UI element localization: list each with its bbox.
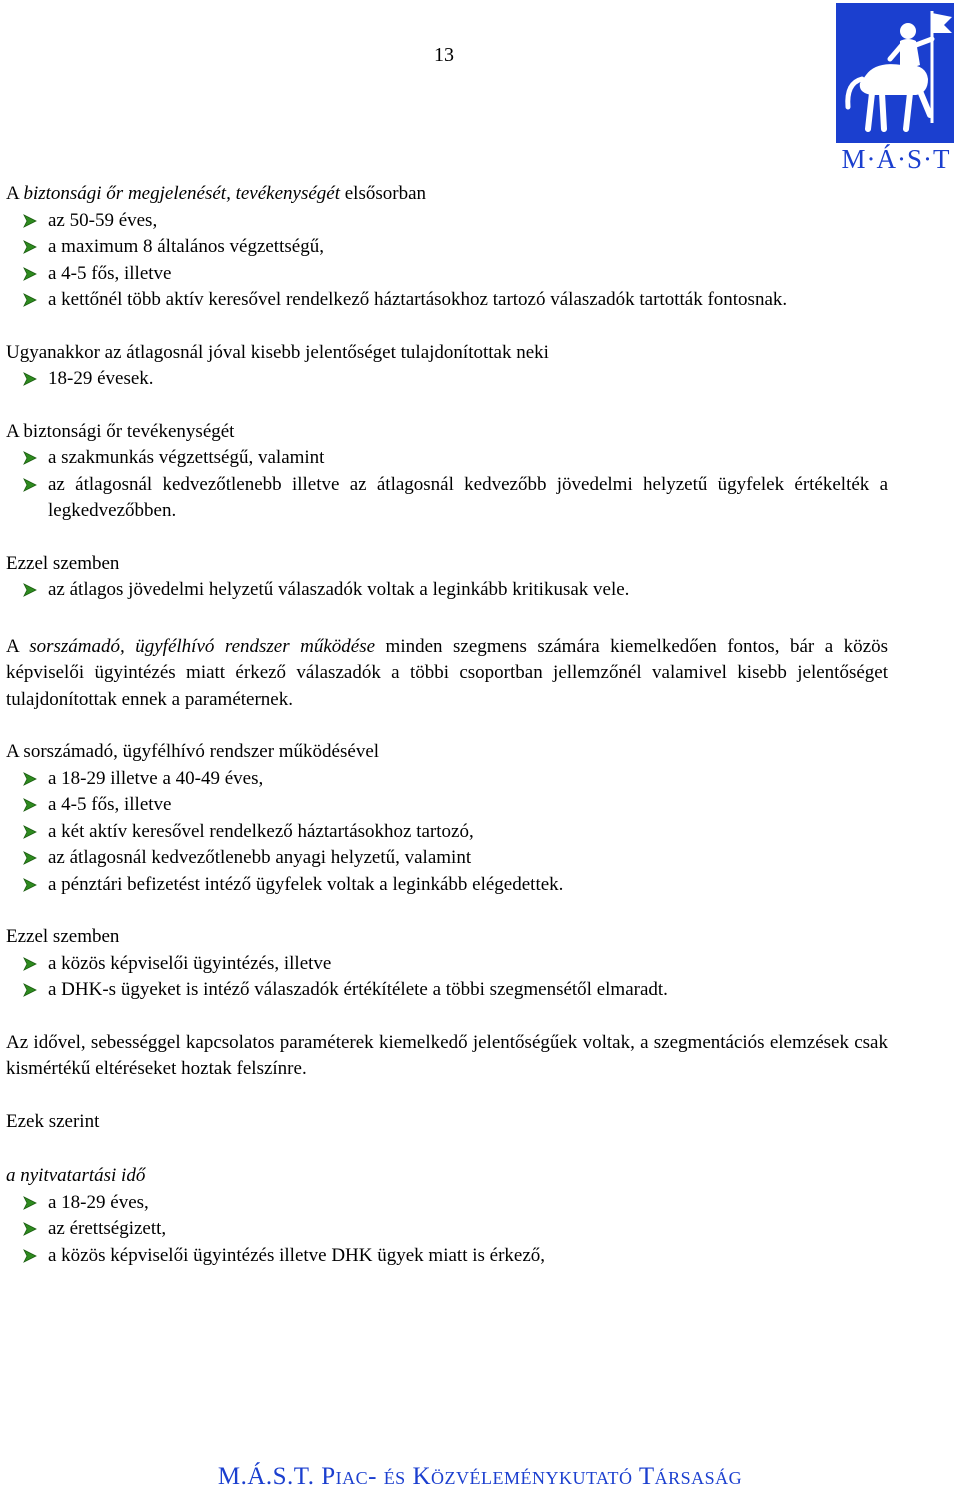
list-item-text: az 50-59 éves, [48, 209, 158, 231]
list-item [6, 472, 888, 525]
list-item [6, 1190, 888, 1217]
list-item [6, 977, 888, 1004]
paragraph [6, 924, 888, 951]
text-segment: elsősorban [340, 183, 427, 204]
list-item-text: a pénztári befizetést intéző ügyfelek voltak a leginkább elégedettek. [48, 873, 564, 895]
paragraph-spacer [6, 1135, 888, 1163]
bullet-list [6, 1190, 888, 1270]
list-item [6, 872, 888, 899]
list-item-text: 18-29 évesek. [48, 368, 154, 389]
arrow-bullet-icon [23, 772, 37, 786]
paragraph-spacer [6, 713, 888, 739]
text-segment: minden szegmens számára kiemelkedően fontos, bár a közös képviselői ügyintézés miatt érkező válaszadók a többi csoportban jellemzőnél valamivel kisebb jelentőséget tulajdonítottak ennek a paraméternek. [6, 635, 888, 710]
arrow-bullet-icon [23, 267, 37, 281]
arrow-bullet-icon [23, 983, 37, 997]
paragraph [6, 1030, 888, 1083]
list-item [6, 1243, 888, 1270]
text-segment: Ezzel szemben [6, 552, 120, 574]
paragraph-spacer [6, 898, 888, 924]
list-item [6, 208, 888, 235]
list-item-text: a DHK-s ügyeket is intéző válaszadók értékítélete a többi szegmensétől elmaradt. [48, 979, 668, 1000]
arrow-bullet-icon [23, 478, 37, 492]
bullet-list [6, 208, 888, 314]
text-segment: Ezek szerint [6, 1110, 100, 1132]
paragraph [6, 340, 888, 367]
list-item [6, 845, 888, 872]
list-item [6, 445, 888, 472]
bullet-list [6, 951, 888, 1004]
paragraph-spacer [6, 1004, 888, 1030]
list-item [6, 234, 888, 261]
paragraph [6, 419, 888, 446]
list-item-text: a közös képviselői ügyintézés illetve DHK ügyek miatt is érkező, [48, 1244, 546, 1266]
logo-wordmark: M·Á·S·T [841, 144, 951, 174]
page-number: 13 [434, 44, 454, 66]
arrow-bullet-icon [23, 293, 37, 307]
arrow-bullet-icon [23, 1222, 37, 1236]
arrow-bullet-icon [23, 798, 37, 812]
bullet-list [6, 445, 888, 525]
list-item [6, 819, 888, 846]
bullet-list [6, 366, 888, 393]
list-item [6, 366, 888, 393]
centaur-logo-icon [836, 3, 954, 143]
list-item-text: a maximum 8 általános végzettségű, [48, 236, 324, 257]
text-segment: A sorszámadó, ügyfélhívó rendszer működésével [6, 741, 380, 762]
list-item-text: a 4-5 fős, illetve [48, 262, 172, 284]
text-segment: A biztonsági őr tevékenységét [6, 420, 235, 442]
arrow-bullet-icon [23, 878, 37, 892]
paragraph [6, 634, 888, 714]
arrow-bullet-icon [23, 240, 37, 254]
paragraph [6, 1109, 888, 1136]
arrow-bullet-icon [23, 214, 37, 228]
list-item-text: a kettőnél több aktív keresővel rendelkező háztartásokhoz tartozó válaszadók tartották fontosnak. [48, 289, 788, 310]
paragraph-spacer [6, 314, 888, 340]
arrow-bullet-icon [23, 583, 37, 597]
list-item [6, 287, 888, 314]
list-item-text: a két aktív keresővel rendelkező háztartásokhoz tartozó, [48, 820, 474, 842]
paragraph-spacer [6, 393, 888, 419]
list-item [6, 577, 888, 604]
arrow-bullet-icon [23, 851, 37, 865]
arrow-bullet-icon [23, 1249, 37, 1263]
list-item-text: a közös képviselői ügyintézés, illetve [48, 952, 332, 974]
italic-text: a nyitvatartási idő [6, 1165, 146, 1186]
list-item [6, 792, 888, 819]
list-item [6, 261, 888, 288]
list-item [6, 951, 888, 978]
footer-company-name: M.Á.S.T. Piac- és Közvéleménykutató Társaság [217, 1463, 743, 1490]
arrow-bullet-icon [23, 1196, 37, 1210]
text-segment: Az idővel, sebességgel kapcsolatos paraméterek kiemelkedő jelentőségűek voltak, a szegmentációs elemzések csak kismértékű eltéréseket hoztak felszínre. [6, 1031, 888, 1079]
bullet-list [6, 766, 888, 899]
paragraph-spacer [6, 604, 888, 634]
list-item-text: a szakmunkás végzettségű, valamint [48, 447, 325, 468]
paragraph [6, 1163, 888, 1190]
arrow-bullet-icon [23, 825, 37, 839]
paragraph [6, 181, 888, 208]
list-item [6, 766, 888, 793]
italic-text: sorszámadó, ügyfélhívó rendszer működése [29, 635, 376, 657]
list-item-text: a 18-29 illetve a 40-49 éves, [48, 767, 264, 789]
list-item-text: az átlagos jövedelmi helyzetű válaszadók voltak a leginkább kritikusak vele. [48, 579, 630, 600]
list-item-text: az átlagosnál kedvezőtlenebb anyagi helyzetű, valamint [48, 847, 472, 868]
arrow-bullet-icon [23, 451, 37, 465]
italic-text: biztonsági őr megjelenését, tevékenységét [23, 183, 340, 204]
arrow-bullet-icon [23, 957, 37, 971]
list-item [6, 1216, 888, 1243]
paragraph-spacer [6, 1083, 888, 1109]
paragraph-spacer [6, 525, 888, 551]
document-body [6, 181, 888, 1269]
text-segment: Ugyanakkor az átlagosnál jóval kisebb jelentőséget tulajdonítottak neki [6, 341, 549, 363]
list-item-text: a 4-5 fős, illetve [48, 794, 172, 815]
text-segment: A [6, 635, 30, 657]
list-item-text: az átlagosnál kedvezőtlenebb illetve az átlagosnál kedvezőbb jövedelmi helyzetű ügyfelek értékelték a legkedvezőbben. [48, 473, 888, 521]
bullet-list [6, 577, 888, 604]
company-logo [836, 3, 956, 173]
list-item-text: az érettségizett, [48, 1218, 167, 1239]
paragraph [6, 739, 888, 766]
text-segment: A [6, 183, 24, 204]
arrow-bullet-icon [23, 372, 37, 386]
list-item-text: a 18-29 éves, [48, 1191, 149, 1213]
paragraph [6, 551, 888, 578]
text-segment: Ezzel szemben [6, 926, 120, 947]
